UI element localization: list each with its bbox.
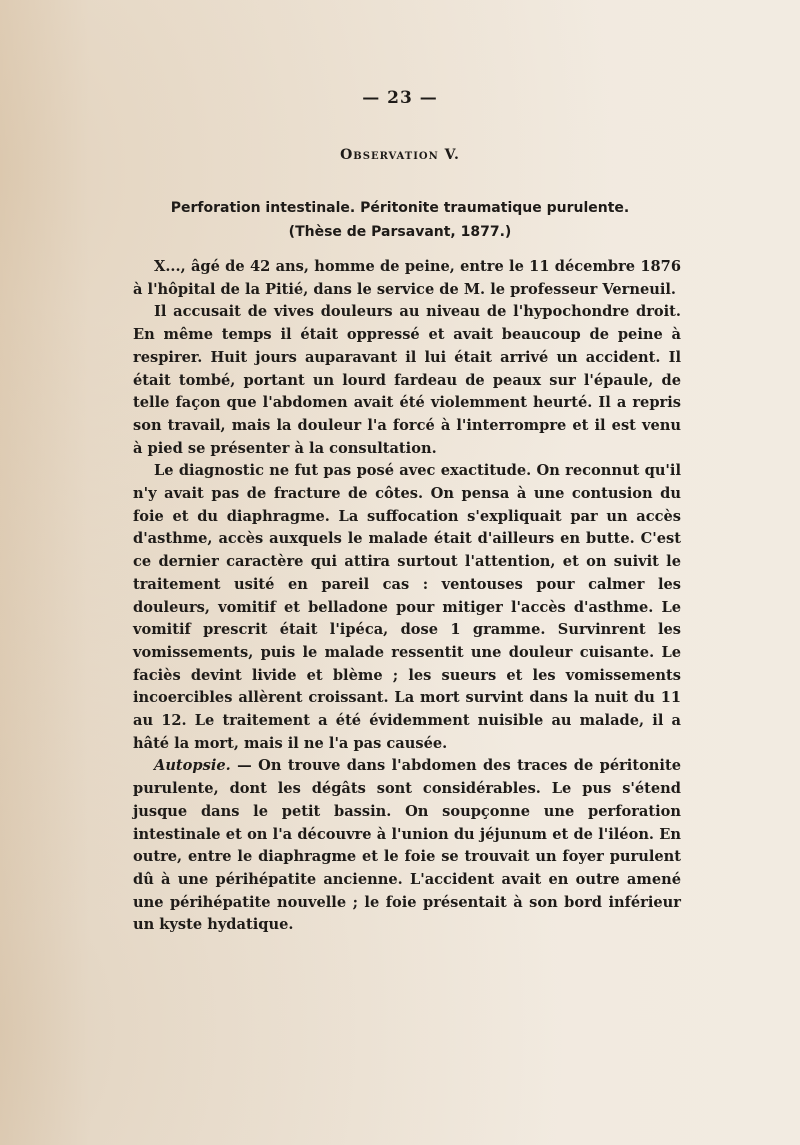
- body-text: [133, 256, 681, 937]
- paragraph-autopsy: [133, 755, 681, 937]
- paragraph-2: Il accusait de vives douleurs au niveau de l'hypochondre droit. En même temps il était oppressé et avait beaucoup de peine à respirer. Huit jours auparavant il lui était arrivé un accident. Il était tombé, portant un lourd fardeau de peaux sur l'épaule, de telle façon que l'abdomen avait été violemment heurté. Il a repris son travail, mais la douleur l'a forcé à l'interrompre et il est venu à pied se présenter à la consultation.: [133, 303, 681, 457]
- page-number: — 23 —: [362, 88, 438, 108]
- autopsy-label: Autopsie.: [154, 757, 231, 775]
- subtitle-line-2: (Thèse de Parsavant, 1877.): [288, 224, 512, 240]
- subtitle-line-1: Perforation intestinale. Péritonite traumatique purulente.: [170, 200, 630, 216]
- paragraph-1: X..., âgé de 42 ans, homme de peine, entre le 11 décembre 1876 à l'hôpital de la Pitié, dans le service de M. le professeur Verneuil.: [133, 258, 681, 298]
- observation-title: Observation V.: [340, 147, 460, 163]
- autopsy-text: — On trouve dans l'abdomen des traces de péritonite purulente, dont les dégâts sont considérables. Le pus s'étend jusque dans le petit bassin. On soupçonne une perforation intestinale et on l'a découvre à l'union du jéjunum et de l'iléon. En outre, entre le diaphragme et le foie se trouvait un foyer purulent dû à une périhépatite ancienne. L'accident avait en outre amené une périhépatite nouvelle ; le foie présentait à son bord inférieur un kyste hydatique.: [133, 757, 681, 934]
- paragraph-3: Le diagnostic ne fut pas posé avec exactitude. On reconnut qu'il n'y avait pas de fracture de côtes. On pensa à une contusion du foie et du diaphragme. La suffocation s'expliquait par un accès d'asthme, accès auxquels le malade était d'ailleurs en butte. C'est ce dernier caractère qui attira surtout l'attention, et on suivit le traitement usité en pareil cas : ventouses pour calmer les douleurs, vomitif et belladone pour mitiger l'accès d'asthme. Le vomitif prescrit était l'ipéca, dose 1 gramme. Survinrent les vomissements, puis le malade ressentit une douleur cuisante. Le faciès devint livide et blème ; les sueurs et les vomissements incoercibles allèrent croissant. La mort survint dans la nuit du 11 au 12. Le traitement a été évidemment nuisible au malade, il a hâté la mort, mais il ne l'a pas causée.: [133, 462, 681, 752]
